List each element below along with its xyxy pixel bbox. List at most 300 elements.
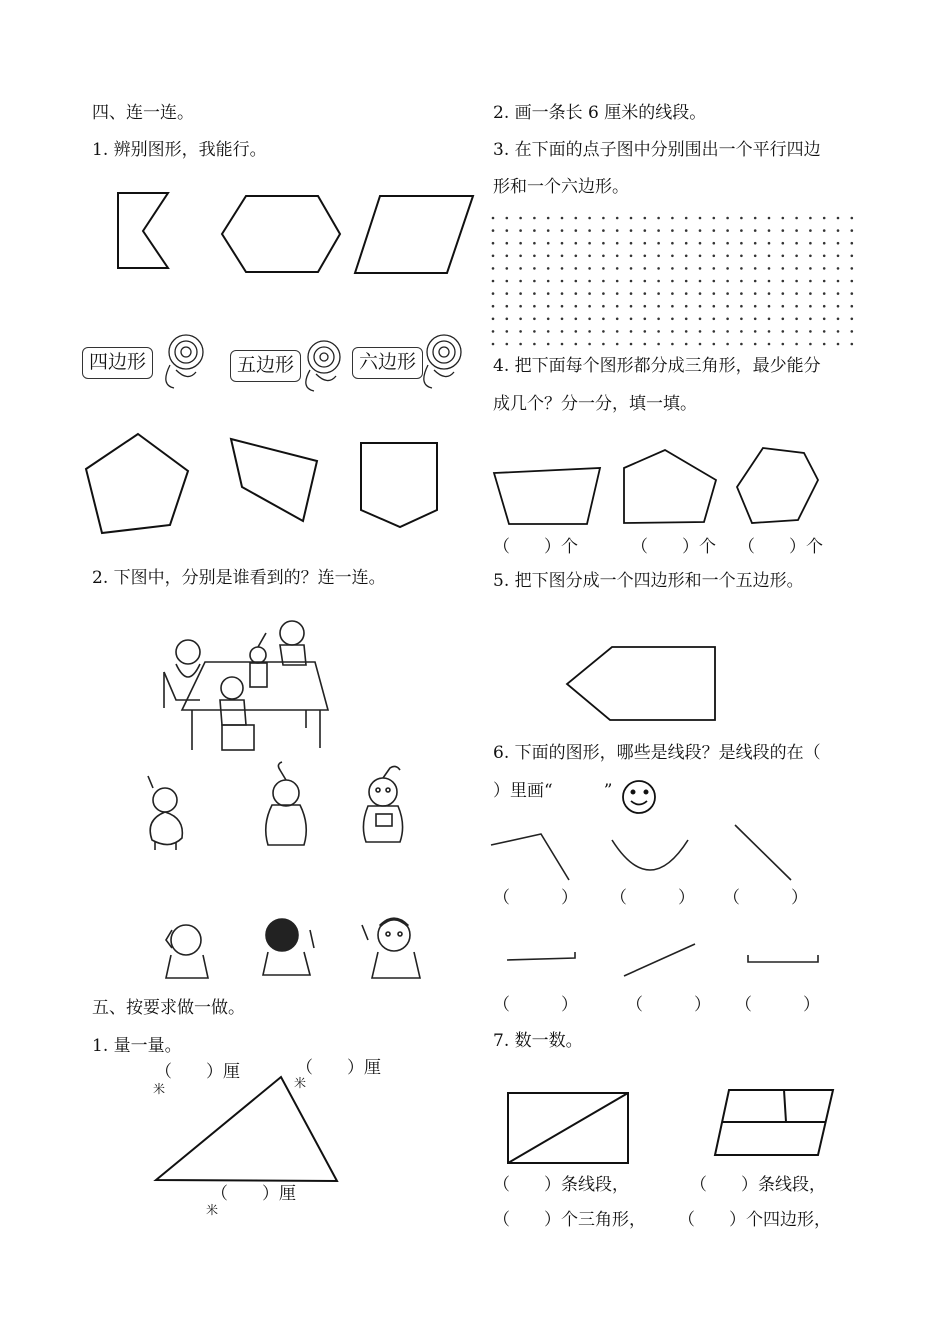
grid-dot [575, 267, 578, 270]
grid-dot [588, 280, 591, 283]
grid-dot [630, 330, 633, 333]
grid-dot [575, 330, 578, 333]
grid-dot [644, 242, 647, 245]
grid-dot [699, 255, 702, 258]
grid-dot [699, 292, 702, 295]
grid-dot [740, 330, 743, 333]
q4-answer-1[interactable]: （ ）个 [493, 537, 578, 557]
grid-dot [809, 242, 812, 245]
grid-dot [492, 343, 495, 346]
grid-dot [713, 292, 716, 295]
grid-dot [630, 343, 633, 346]
grid-dot [533, 255, 536, 258]
grid-dot [740, 242, 743, 245]
grid-dot [823, 242, 826, 245]
grid-dot [754, 217, 757, 220]
grid-dot [616, 267, 619, 270]
grid-dot [561, 267, 564, 270]
grid-dot [726, 305, 729, 308]
grid-dot [726, 292, 729, 295]
grid-dot [616, 229, 619, 232]
grid-dot [561, 330, 564, 333]
grid-dot [685, 292, 688, 295]
grid-dot [561, 305, 564, 308]
grid-dot [547, 292, 550, 295]
grid-dot [809, 255, 812, 258]
grid-dot [588, 267, 591, 270]
q7-count-b1[interactable]: （ ）条线段， [690, 1175, 826, 1195]
grid-dot [851, 292, 854, 295]
grid-dot [616, 292, 619, 295]
q-count-title: 7. 数一数。 [493, 1031, 583, 1051]
grid-dot [699, 330, 702, 333]
grid-dot [685, 330, 688, 333]
grid-dot [726, 267, 729, 270]
grid-dot [671, 217, 674, 220]
grid-dot [809, 280, 812, 283]
label-quadrilateral[interactable]: 四边形 [82, 347, 153, 379]
grid-dot [809, 292, 812, 295]
grid-dot [768, 305, 771, 308]
grid-dot [740, 280, 743, 283]
grid-dot [506, 330, 509, 333]
grid-dot [630, 267, 633, 270]
grid-dot [740, 318, 743, 321]
grid-dot [492, 292, 495, 295]
grid-dot [506, 305, 509, 308]
grid-dot [699, 242, 702, 245]
grid-dot [837, 280, 840, 283]
grid-dot [754, 305, 757, 308]
grid-dot [685, 229, 688, 232]
grid-dot [547, 255, 550, 258]
grid-dot [519, 292, 522, 295]
grid-dot [533, 343, 536, 346]
measure-blank-right[interactable]: （ ）厘 [296, 1058, 381, 1078]
grid-dot [588, 318, 591, 321]
grid-dot [602, 229, 605, 232]
q7-count-a2[interactable]: （ ）个三角形， [493, 1210, 646, 1230]
grid-dot [726, 318, 729, 321]
grid-dot [630, 280, 633, 283]
grid-dot [809, 305, 812, 308]
grid-dot [644, 318, 647, 321]
grid-dot [519, 217, 522, 220]
grid-dot [644, 255, 647, 258]
grid-dot [657, 255, 660, 258]
q-split-shape: 5. 把下图分成一个四边形和一个五边形。 [493, 571, 804, 591]
q6-blank-3[interactable]: （ ） [723, 888, 808, 908]
grid-dot [754, 343, 757, 346]
grid-dot [561, 280, 564, 283]
q4-answer-3[interactable]: （ ）个 [738, 537, 823, 557]
q-dot-grid-line2: 形和一个六边形。 [493, 177, 629, 197]
grid-dot [644, 305, 647, 308]
grid-dot [657, 229, 660, 232]
grid-dot [492, 318, 495, 321]
grid-dot [754, 255, 757, 258]
measure-blank-bottom[interactable]: （ ）厘 [211, 1184, 296, 1204]
grid-dot [588, 305, 591, 308]
grid-dot [823, 292, 826, 295]
grid-dot [851, 343, 854, 346]
grid-dot [740, 255, 743, 258]
grid-dot [630, 217, 633, 220]
grid-dot [630, 318, 633, 321]
grid-dot [671, 330, 674, 333]
grid-dot [795, 255, 798, 258]
grid-dot [671, 267, 674, 270]
grid-dot [575, 217, 578, 220]
grid-dot [575, 292, 578, 295]
grid-dot [809, 318, 812, 321]
grid-dot [492, 280, 495, 283]
label-pentagon[interactable]: 五边形 [230, 350, 301, 382]
grid-dot [754, 330, 757, 333]
grid-dot [782, 217, 785, 220]
grid-dot [561, 217, 564, 220]
grid-dot [519, 318, 522, 321]
grid-dot [519, 305, 522, 308]
grid-dot [782, 267, 785, 270]
grid-dot [506, 292, 509, 295]
q-dot-grid-line1: 3. 在下面的点子图中分别围出一个平行四边 [493, 140, 821, 160]
grid-dot [657, 318, 660, 321]
grid-dot [602, 305, 605, 308]
grid-dot [699, 229, 702, 232]
grid-dot [492, 255, 495, 258]
grid-dot [851, 318, 854, 321]
grid-dot [644, 267, 647, 270]
grid-dot [533, 280, 536, 283]
grid-dot [795, 330, 798, 333]
grid-dot [699, 267, 702, 270]
grid-dot [519, 242, 522, 245]
grid-dot [837, 255, 840, 258]
grid-dot [602, 217, 605, 220]
grid-dot [575, 255, 578, 258]
grid-dot [616, 305, 619, 308]
q6-blank-1[interactable]: （ ） [493, 888, 578, 908]
grid-dot [740, 305, 743, 308]
grid-dot [713, 242, 716, 245]
label-hexagon[interactable]: 六边形 [352, 347, 423, 379]
grid-dot [602, 267, 605, 270]
grid-dot [768, 318, 771, 321]
grid-dot [768, 242, 771, 245]
grid-dot [657, 292, 660, 295]
grid-dot [519, 255, 522, 258]
grid-dot [519, 267, 522, 270]
q-split-triangles-line1: 4. 把下面每个图形都分成三角形，最少能分 [493, 356, 821, 376]
grid-dot [851, 305, 854, 308]
grid-dot [616, 217, 619, 220]
grid-dot [768, 217, 771, 220]
grid-dot [726, 280, 729, 283]
grid-dot [506, 343, 509, 346]
grid-dot [795, 318, 798, 321]
grid-dot [699, 217, 702, 220]
grid-dot [630, 255, 633, 258]
grid-dot [561, 242, 564, 245]
grid-dot [519, 229, 522, 232]
grid-dot [616, 330, 619, 333]
grid-dot [754, 292, 757, 295]
q6-blank-5[interactable]: （ ） [626, 995, 711, 1015]
grid-dot [726, 255, 729, 258]
grid-dot [492, 217, 495, 220]
q7-count-a1[interactable]: （ ）条线段， [493, 1175, 629, 1195]
grid-dot [533, 330, 536, 333]
grid-dot [754, 242, 757, 245]
grid-dot [644, 229, 647, 232]
grid-dot [547, 318, 550, 321]
q1-title: 1. 辨别图形，我能行。 [92, 140, 267, 160]
grid-dot [547, 280, 550, 283]
grid-dot [740, 292, 743, 295]
grid-dot [699, 280, 702, 283]
grid-dot [768, 229, 771, 232]
grid-dot [575, 280, 578, 283]
grid-dot [851, 255, 854, 258]
grid-dot [713, 330, 716, 333]
grid-dot [671, 318, 674, 321]
grid-dot [575, 305, 578, 308]
grid-dot [533, 267, 536, 270]
grid-dot [561, 343, 564, 346]
q-split-triangles-line2: 成几个？分一分，填一填。 [493, 394, 697, 414]
grid-dot [823, 318, 826, 321]
grid-dot [588, 229, 591, 232]
grid-dot [492, 242, 495, 245]
grid-dot [533, 305, 536, 308]
grid-dot [547, 229, 550, 232]
measure-title: 1. 量一量。 [92, 1036, 182, 1056]
grid-dot [782, 242, 785, 245]
grid-dot [699, 305, 702, 308]
grid-dot [657, 343, 660, 346]
grid-dot [837, 217, 840, 220]
grid-dot [823, 280, 826, 283]
grid-dot [506, 242, 509, 245]
grid-dot [602, 330, 605, 333]
grid-dot [671, 229, 674, 232]
grid-dot [588, 242, 591, 245]
grid-dot [726, 330, 729, 333]
grid-dot [630, 292, 633, 295]
grid-dot [506, 229, 509, 232]
grid-dot [602, 292, 605, 295]
grid-dot [644, 292, 647, 295]
grid-dot [851, 267, 854, 270]
grid-dot [713, 229, 716, 232]
grid-dot [657, 330, 660, 333]
q-segments-line2: ）里画“ ” [493, 781, 613, 801]
grid-dot [671, 292, 674, 295]
grid-dot [561, 229, 564, 232]
grid-dot [602, 343, 605, 346]
grid-dot [713, 280, 716, 283]
measure-unit-tail-1: 米 [153, 1082, 166, 1096]
grid-dot [754, 318, 757, 321]
grid-dot [616, 280, 619, 283]
grid-dot [685, 217, 688, 220]
section4-title: 四、连一连。 [92, 103, 194, 123]
grid-dot [616, 343, 619, 346]
grid-dot [823, 217, 826, 220]
grid-dot [533, 242, 536, 245]
grid-dot [823, 229, 826, 232]
grid-dot [588, 330, 591, 333]
grid-dot [809, 343, 812, 346]
grid-dot [726, 217, 729, 220]
grid-dot [547, 267, 550, 270]
grid-dot [795, 343, 798, 346]
grid-dot [809, 217, 812, 220]
grid-dot [699, 318, 702, 321]
grid-dot [575, 343, 578, 346]
grid-dot [492, 229, 495, 232]
q2-title: 2. 下图中，分别是谁看到的？连一连。 [92, 568, 386, 588]
grid-dot [685, 280, 688, 283]
grid-dot [823, 330, 826, 333]
grid-dot [782, 280, 785, 283]
grid-dot [782, 305, 785, 308]
grid-dot [837, 305, 840, 308]
grid-dot [644, 217, 647, 220]
grid-dot [602, 318, 605, 321]
grid-dot [519, 343, 522, 346]
grid-dot [851, 229, 854, 232]
grid-dot [809, 330, 812, 333]
grid-dot [561, 292, 564, 295]
grid-dot [492, 305, 495, 308]
grid-dot [685, 267, 688, 270]
grid-dot [575, 242, 578, 245]
grid-dot [644, 280, 647, 283]
grid-dot [782, 292, 785, 295]
grid-dot [547, 217, 550, 220]
grid-dot [616, 242, 619, 245]
grid-dot [726, 242, 729, 245]
grid-dot [795, 242, 798, 245]
grid-dot [616, 255, 619, 258]
q-draw-segment: 2. 画一条长 6 厘米的线段。 [493, 103, 707, 123]
grid-dot [630, 229, 633, 232]
q6-blank-6[interactable]: （ ） [735, 995, 820, 1015]
grid-dot [547, 343, 550, 346]
measure-unit-tail-2: 米 [294, 1076, 307, 1090]
q4-answer-2[interactable]: （ ）个 [631, 537, 716, 557]
grid-dot [713, 343, 716, 346]
grid-dot [492, 267, 495, 270]
grid-dot [561, 318, 564, 321]
grid-dot [713, 267, 716, 270]
grid-dot [533, 217, 536, 220]
grid-dot [740, 343, 743, 346]
grid-dot [726, 229, 729, 232]
grid-dot [575, 229, 578, 232]
q6-blank-4[interactable]: （ ） [493, 995, 578, 1015]
grid-dot [809, 229, 812, 232]
grid-dot [782, 255, 785, 258]
grid-dot [851, 330, 854, 333]
grid-dot [740, 267, 743, 270]
measure-blank-left[interactable]: （ ）厘 [155, 1062, 240, 1082]
grid-dot [685, 255, 688, 258]
grid-dot [713, 255, 716, 258]
grid-dot [671, 280, 674, 283]
grid-dot [837, 343, 840, 346]
grid-dot [782, 343, 785, 346]
grid-dot [602, 255, 605, 258]
grid-dot [823, 267, 826, 270]
grid-dot [506, 280, 509, 283]
grid-dot [740, 217, 743, 220]
grid-dot [657, 280, 660, 283]
grid-dot [768, 343, 771, 346]
grid-dot [768, 292, 771, 295]
grid-dot [795, 229, 798, 232]
grid-dot [588, 292, 591, 295]
grid-dot [657, 267, 660, 270]
grid-dot [630, 242, 633, 245]
grid-dot [823, 343, 826, 346]
grid-dot [754, 267, 757, 270]
grid-dot [782, 229, 785, 232]
grid-dot [561, 255, 564, 258]
grid-dot [837, 229, 840, 232]
grid-dot [588, 217, 591, 220]
grid-dot [795, 292, 798, 295]
grid-dot [837, 292, 840, 295]
grid-dot [547, 330, 550, 333]
grid-dot [547, 305, 550, 308]
grid-dot [575, 318, 578, 321]
grid-dot [837, 318, 840, 321]
grid-dot [506, 318, 509, 321]
q-segments-line1: 6. 下面的图形，哪些是线段？是线段的在（ [493, 743, 821, 763]
grid-dot [547, 242, 550, 245]
grid-dot [533, 318, 536, 321]
grid-dot [602, 242, 605, 245]
q7-count-b2[interactable]: （ ）个四边形， [678, 1210, 831, 1230]
grid-dot [713, 217, 716, 220]
grid-dot [782, 330, 785, 333]
grid-dot [588, 343, 591, 346]
grid-dot [795, 267, 798, 270]
grid-dot [533, 292, 536, 295]
grid-dot [616, 318, 619, 321]
grid-dot [644, 343, 647, 346]
grid-dot [685, 242, 688, 245]
grid-dot [754, 280, 757, 283]
section5-title: 五、按要求做一做。 [92, 998, 245, 1018]
q6-blank-2[interactable]: （ ） [610, 888, 695, 908]
grid-dot [768, 330, 771, 333]
grid-dot [685, 343, 688, 346]
grid-dot [713, 318, 716, 321]
grid-dot [699, 343, 702, 346]
grid-dot [506, 217, 509, 220]
grid-dot [795, 217, 798, 220]
grid-dot [768, 255, 771, 258]
grid-dot [837, 242, 840, 245]
grid-dot [851, 242, 854, 245]
measure-unit-tail-3: 米 [206, 1203, 219, 1217]
grid-dot [823, 305, 826, 308]
grid-dot [671, 255, 674, 258]
